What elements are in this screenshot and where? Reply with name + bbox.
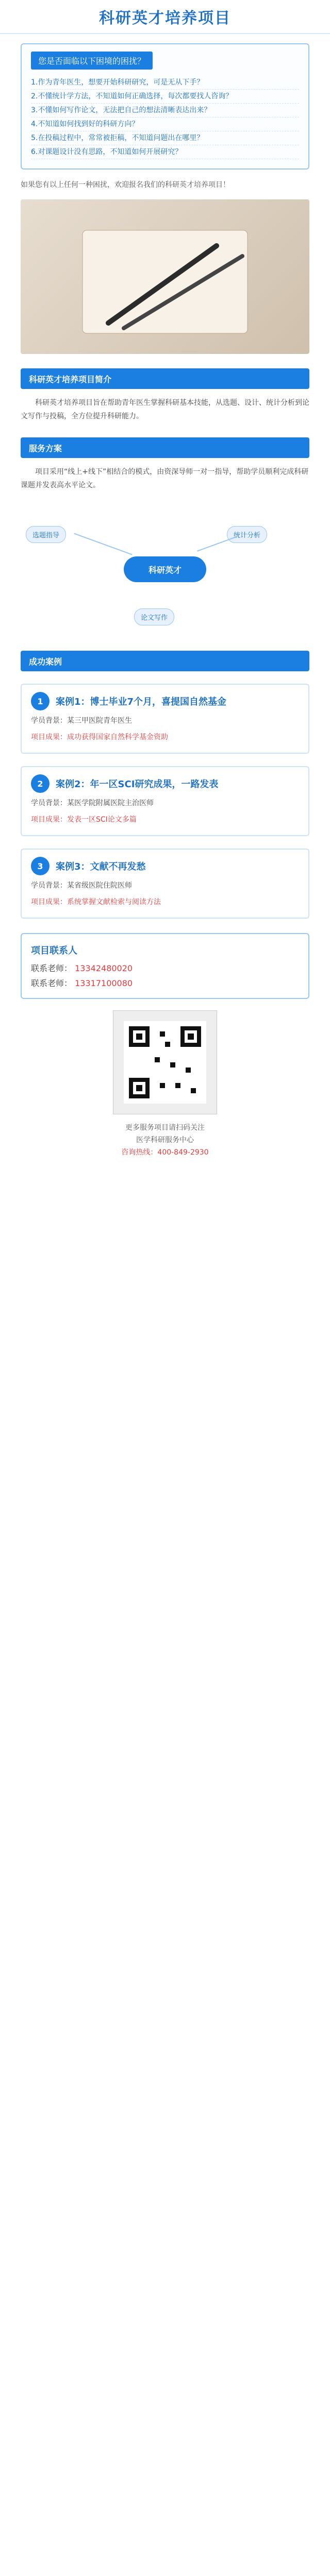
case-card-3 (21, 849, 309, 919)
questions-header: 您是否面临以下困境的困扰？ (31, 52, 153, 70)
phone-number-link[interactable]: 13342480020 (75, 963, 133, 973)
diagram-node: 统计分析 (227, 526, 267, 543)
case-number: 1 (31, 692, 50, 710)
contact-header: 项目联系人 (31, 945, 77, 956)
qr-code-image (113, 1010, 217, 1114)
case-card-1 (21, 684, 309, 754)
question-item: 3.不懂如何写作论文，无法把自己的想法清晰表达出来？ (31, 104, 299, 117)
service-diagram (21, 502, 309, 636)
case-title: 案例1：博士毕业7个月，喜提国自然基金 (56, 697, 227, 707)
case-line: 学员背景：某三甲医院青年医生 (31, 717, 132, 725)
desk-pen-photo (21, 199, 309, 354)
case-number: 2 (31, 774, 50, 793)
cases-section-title: 成功案例 (21, 651, 309, 671)
diagram-node: 选题指导 (26, 526, 66, 543)
phone-number-link[interactable]: 13317100080 (75, 978, 133, 988)
service-paragraph: 项目采用“线上+线下”相结合的模式，由资深导师一对一指导，帮助学员顺利完成科研课题并发表高水平论文。 (21, 468, 309, 489)
question-item: 4.不知道如何找到好的科研方向？ (31, 117, 299, 131)
hotline-text: 咨询热线：400-849-2930 (121, 1148, 209, 1157)
pen-illustration-icon (21, 199, 309, 354)
footer-line: 更多服务项目请扫码关注 (125, 1124, 205, 1132)
contact-label: 联系老师： (31, 963, 73, 973)
question-item: 6.对课题设计没有思路，不知道如何开展研究？ (31, 145, 299, 159)
case-line: 学员背景：某省级医院住院医师 (31, 882, 132, 890)
case-title: 案例2：年一区SCI研究成果，一路发表 (56, 779, 219, 790)
service-section-title: 服务方案 (21, 437, 309, 458)
contact-label: 联系老师： (31, 978, 73, 988)
qr-code-icon (124, 1021, 206, 1104)
intro-paragraph: 科研英才培养项目旨在帮助青年医生掌握科研基本技能，从选题、设计、统计分析到论文写作与投稿，全方位提升科研能力。 (21, 399, 309, 420)
questions-box (21, 43, 309, 170)
diagram-connector (197, 536, 236, 551)
question-item: 2.不懂统计学方法，不知道如何正确选择，每次都要找人咨询？ (31, 90, 299, 104)
case-card-2 (21, 766, 309, 836)
intro-section-title: 科研英才培养项目简介 (21, 368, 309, 389)
footer (21, 1122, 309, 1159)
question-item: 1.作为青年医生，想要开始科研研究，可是无从下手？ (31, 76, 299, 90)
case-line: 项目成果：发表一区SCI论文多篇 (31, 816, 137, 824)
case-title: 案例3：文献不再发愁 (56, 861, 146, 872)
case-line: 项目成果：系统掌握文献检索与阅读方法 (31, 898, 161, 906)
diagram-center: 科研英才 (124, 556, 206, 582)
diagram-connector (74, 533, 132, 555)
contact-box (21, 933, 309, 999)
page-title: 科研英才培养项目 (0, 0, 330, 34)
question-item: 5.在投稿过程中，常常被拒稿，不知道问题出在哪里？ (31, 131, 299, 145)
call-to-action: 如果您有以上任何一种困扰，欢迎报名我们的科研英才培养项目！ (21, 181, 230, 189)
case-line: 学员背景：某医学院附属医院主治医师 (31, 799, 154, 807)
case-number: 3 (31, 857, 50, 875)
diagram-node: 论文写作 (134, 608, 174, 625)
footer-line: 医学科研服务中心 (136, 1136, 194, 1144)
case-line: 项目成果：成功获得国家自然科学基金资助 (31, 733, 168, 741)
